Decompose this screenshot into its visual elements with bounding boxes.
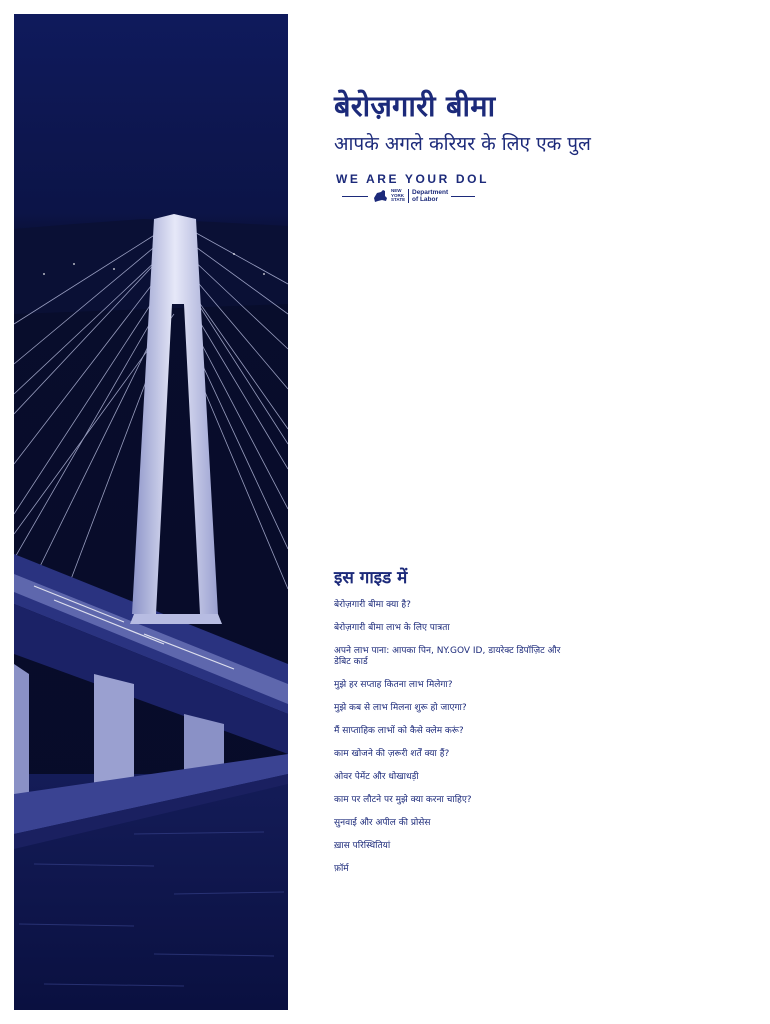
toc-item[interactable]: काम खोजने की ज़रूरी शर्तें क्या हैं? <box>334 749 450 759</box>
page-title: बेरोज़गारी बीमा <box>334 89 496 123</box>
department-name <box>412 189 448 203</box>
toc-item[interactable]: बेरोज़गारी बीमा क्या है? <box>334 600 411 610</box>
page-subtitle: आपके अगले करियर के लिए एक पुल <box>334 133 591 155</box>
toc-item[interactable]: मुझे हर सप्ताह कितना लाभ मिलेगा? <box>334 680 453 690</box>
state-name-text: NEW YORK STATE <box>391 188 406 203</box>
nys-map-icon <box>372 189 388 204</box>
nys-dol-logo <box>342 185 482 207</box>
toc-item[interactable]: काम पर लौटने पर मुझे क्या करना चाहिए? <box>334 795 472 805</box>
toc-item[interactable]: ओवर पेमेंट और धोखाधड़ी <box>334 772 419 782</box>
guide-contents-list <box>334 600 594 887</box>
logo-left-rule <box>342 196 368 197</box>
toc-item[interactable]: सुनवाई और अपील की प्रोसेस <box>334 818 431 828</box>
toc-item[interactable]: फ़ॉर्म <box>334 864 349 874</box>
logo-divider <box>408 189 409 203</box>
guide-heading: इस गाइड में <box>334 568 408 588</box>
toc-item[interactable]: ख़ास परिस्थितियां <box>334 841 391 851</box>
toc-item[interactable]: मैं साप्ताहिक लाभों को कैसे क्लेम करूं? <box>334 726 464 736</box>
bridge-photo <box>14 14 288 1010</box>
logo-right-rule <box>451 196 475 197</box>
tagline: WE ARE YOUR DOL <box>336 172 490 186</box>
department-line-2: of Labor <box>412 196 438 203</box>
toc-item[interactable]: मुझे कब से लाभ मिलना शुरू हो जाएगा? <box>334 703 467 713</box>
toc-item[interactable]: अपने लाभ पाना: आपका पिन, NY.GOV ID, डायरेक्ट डिपॉज़िट और डेबिट कार्ड <box>334 646 561 667</box>
toc-item[interactable]: बेरोज़गारी बीमा लाभ के लिए पात्रता <box>334 623 450 633</box>
department-line-1: Department <box>412 189 449 196</box>
